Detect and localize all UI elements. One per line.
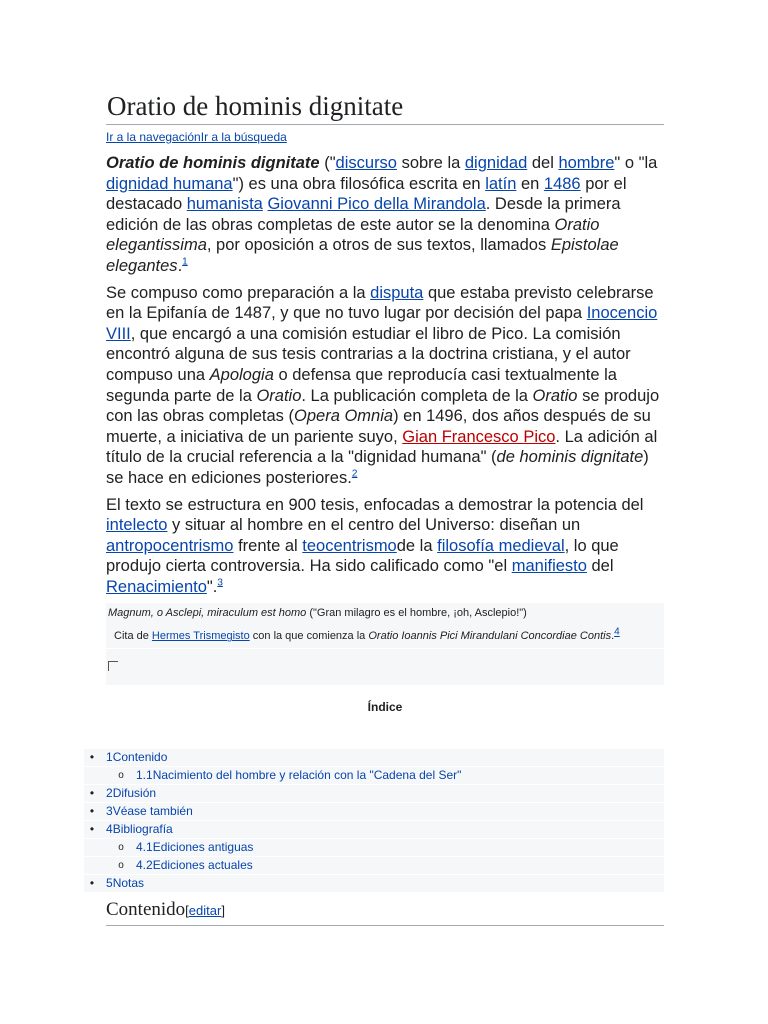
toc-link[interactable] (136, 839, 253, 856)
bracket-close: ] (221, 903, 225, 918)
text: ) en 1496, dos años después de su muerte, a iniciativa de un pariente suyo, (106, 407, 651, 446)
text: del (586, 557, 614, 576)
text: sobre la (397, 154, 465, 172)
link-latin[interactable]: latín (485, 174, 517, 193)
toc-number: 2 (106, 786, 113, 800)
quote-line (108, 606, 662, 621)
link-hermes-trismegisto[interactable]: Hermes Trismegisto (151, 630, 250, 643)
text: ") es una obra filosófica escrita en (232, 174, 486, 193)
toc-title: Índice (367, 700, 403, 715)
toc-label: Nacimiento del hombre y relación con la "Cadena del Ser" (152, 768, 462, 782)
toc-link[interactable] (106, 749, 167, 766)
text: , por oposición a otros de sus textos, llamados (206, 236, 551, 255)
link-intelecto[interactable]: intelecto (106, 516, 168, 535)
article-subject: Oratio de hominis dignitate (106, 154, 320, 172)
page-title: Oratio de hominis dignitate (106, 88, 664, 125)
toc-item[interactable] (84, 857, 664, 875)
text: ) se hace en ediciones posteriores. (106, 448, 649, 487)
jump-to-navigation-link[interactable]: Ir a la navegación (106, 130, 201, 144)
text: por el destacado (106, 174, 627, 214)
italic-text: Oratio (256, 386, 302, 405)
link-renacimiento[interactable]: Renacimiento (106, 577, 207, 596)
toc-number: 1.1 (136, 768, 153, 782)
quote-attribution (108, 626, 662, 644)
toc-bullet: • (89, 876, 95, 890)
italic-text: Opera Omnia (294, 407, 394, 426)
text: frente al (233, 536, 303, 555)
toc-bullet: o (118, 770, 124, 781)
toc-label: Véase también (112, 804, 193, 818)
text: (" (319, 154, 336, 172)
text: , lo que produjo cierta controversia. Ha sido calificado como "el (106, 536, 619, 576)
bracket-open: [ (185, 903, 189, 918)
toc-label: Difusión (112, 786, 157, 800)
toc-bullet: • (89, 822, 95, 836)
text: , que encargó a una comisión estudiar el libro de Pico. La comisión encontró alguna de sus tesis contrarias a la doctrina cristiana, y el autor compuso una (106, 324, 631, 384)
toc-number: 3 (106, 804, 113, 818)
link-hombre[interactable]: hombre (558, 154, 615, 172)
link-inocencio-viii[interactable]: Inocencio VIII (106, 304, 658, 343)
link-humanista[interactable]: humanista (186, 195, 263, 214)
toc-number: 4.1 (136, 840, 153, 854)
toc-link[interactable] (106, 875, 144, 892)
text: con la que comienza la (249, 630, 369, 643)
text: . Desde la primera edición de las obras completas de este autor se la denomina (106, 195, 621, 234)
quote-box (106, 603, 664, 648)
toc-item[interactable] (84, 803, 664, 821)
toc-toggle-checkbox-icon[interactable] (108, 661, 118, 671)
toc-item[interactable] (84, 875, 664, 893)
link-dignidad-humana[interactable]: dignidad humana (106, 174, 233, 193)
link-filosofia-medieval[interactable]: filosofía medieval (437, 536, 565, 555)
toc-bullet: • (89, 786, 95, 800)
toc-label: Notas (112, 876, 145, 890)
toc-bullet: • (89, 750, 95, 764)
toc-item[interactable] (84, 785, 664, 803)
text: . (611, 630, 615, 643)
toc-label: Ediciones antiguas (152, 840, 254, 854)
reference-1[interactable]: 1 (182, 256, 188, 268)
text: de la (396, 536, 438, 555)
link-disputa[interactable]: disputa (370, 283, 424, 302)
link-dignidad[interactable]: dignidad (464, 154, 528, 172)
paragraph-composition (106, 283, 664, 489)
link-gian-francesco-pico[interactable]: Gian Francesco Pico (402, 427, 556, 446)
latin-quote: Magnum, o Asclepi, miraculum est homo (108, 607, 307, 620)
text: . La publicación completa de la (301, 386, 533, 405)
text: se produjo con las obras completas ( (106, 386, 660, 426)
italic-text: Epistolae elegantes (106, 236, 619, 275)
section-edit (185, 903, 225, 918)
toc-link[interactable] (136, 767, 461, 784)
toc-item[interactable] (84, 749, 664, 767)
text: y situar al hombre en el centro del Universo: diseñan un (167, 516, 581, 535)
reference-4[interactable]: 4 (614, 626, 620, 638)
text: Cita de (114, 630, 152, 643)
edit-link[interactable]: editar (188, 903, 222, 918)
toc-toggle-row (106, 648, 664, 685)
toc-label: Bibliografía (112, 822, 173, 836)
italic-text: Oratio (532, 386, 578, 405)
table-of-contents (84, 749, 664, 893)
text: en (516, 174, 544, 193)
toc-link[interactable] (136, 857, 253, 874)
text: o defensa que reproducía casi textualmente la segunda parte de la (106, 365, 617, 405)
toc-item[interactable] (84, 767, 664, 785)
text: ". (206, 577, 218, 596)
toc-item[interactable] (84, 839, 664, 857)
paragraph-intro (106, 153, 664, 277)
toc-number: 4 (106, 822, 113, 836)
section-heading-contenido (106, 896, 664, 926)
text: que estaba previsto celebrarse en la Epifanía de 1487, y que no tuvo lugar por decisión del papa (106, 283, 654, 323)
italic-text: Oratio elegantissima (106, 215, 600, 255)
toc-bullet: o (118, 842, 124, 853)
jump-links (106, 129, 664, 147)
jump-to-search-link[interactable]: Ir a la búsqueda (200, 130, 287, 144)
text: del (527, 154, 559, 172)
link-teocentrismo[interactable]: teocentrismo (302, 536, 397, 555)
italic-text: Oratio Ioannis Pici Mirandulani Concordiae Contis (368, 630, 612, 643)
toc-bullet: • (89, 804, 95, 818)
toc-item[interactable] (84, 821, 664, 839)
text: " o "la (614, 154, 658, 172)
toc-link[interactable] (106, 785, 156, 802)
toc-bullet: o (118, 860, 124, 871)
reference-3[interactable]: 3 (217, 577, 223, 589)
italic-text: de hominis dignitate (496, 448, 644, 467)
reference-2[interactable]: 2 (351, 468, 358, 480)
text: Se compuso como preparación a la (106, 283, 371, 302)
link-pico-della-mirandola[interactable]: Giovanni Pico della Mirandola (267, 195, 486, 214)
text: . La adición al título de la crucial referencia a la "dignidad humana" ( (106, 427, 658, 467)
toc-number: 5 (106, 876, 113, 890)
section-title: Contenido (106, 899, 186, 920)
text: El texto se estructura en 900 tesis, enfocadas a demostrar la potencia del (106, 495, 644, 514)
toc-link[interactable] (106, 821, 173, 838)
italic-text: Apologia (209, 365, 274, 384)
toc-number: 4.2 (136, 858, 153, 872)
toc-label: Ediciones actuales (152, 858, 253, 872)
quote-translation: ("Gran milagro es el hombre, ¡oh, Asclepio!") (306, 607, 527, 620)
text: . (177, 256, 183, 275)
link-antropocentrismo[interactable]: antropocentrismo (106, 536, 234, 555)
toc-number: 1 (106, 750, 113, 764)
link-discurso[interactable]: discurso (335, 154, 397, 172)
toc-link[interactable] (106, 803, 193, 820)
paragraph-structure (106, 495, 664, 598)
toc-label: Contenido (112, 750, 168, 764)
link-1486[interactable]: 1486 (543, 174, 581, 193)
link-manifiesto[interactable]: manifiesto (511, 557, 587, 576)
article (106, 88, 664, 717)
